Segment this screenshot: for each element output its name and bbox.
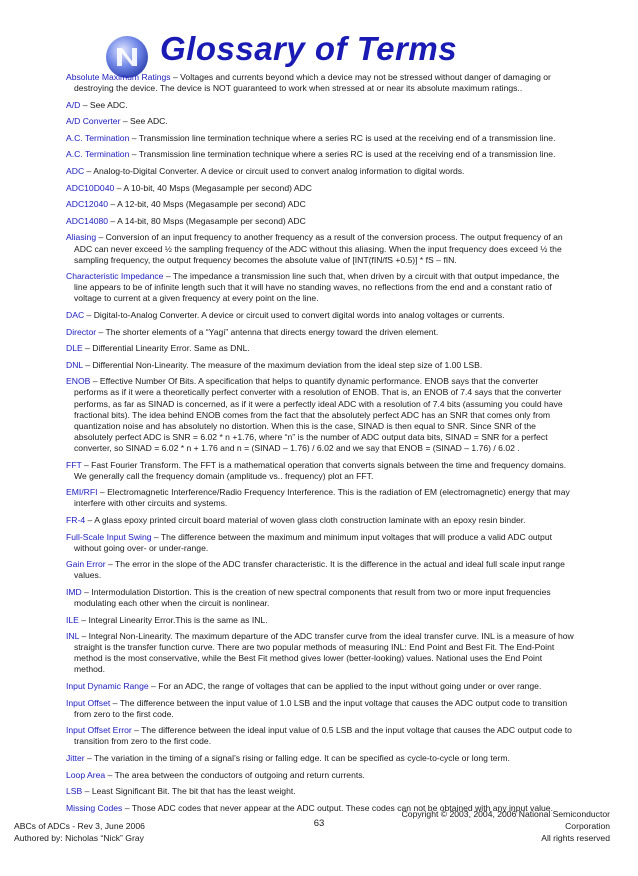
glossary-definition: Voltages and currents beyond which a device may not be stressed without danger of damaging or destroying the device. The device is NOT guaranteed to work when stressed at or near its absolute maximum ratings..: [74, 72, 551, 94]
copyright-line-2: Corporation: [565, 821, 610, 831]
glossary-entry: [66, 327, 574, 338]
term-separator: –: [163, 271, 173, 282]
copyright-line-3: All rights reserved: [541, 833, 610, 843]
glossary-definition: Electromagnetic Interference/Radio Frequency Interference. This is the radiation of EM (electromagnetic) energy that may interfere with other circuits and systems.: [74, 487, 570, 509]
glossary-definition: Transmission line termination technique where a series RC is used at the receiving end of a transmission line.: [138, 149, 556, 160]
term-separator: –: [96, 232, 106, 243]
glossary-definition: The difference between the input value of 1.0 LSB and the input voltage that causes the ADC output code to transition from zero to the first code.: [74, 697, 568, 719]
glossary-definition: Digital-to-Analog Converter. A device or circuit used to convert digital words into analog voltages or currents.: [93, 310, 505, 320]
glossary-term[interactable]: ADC: [66, 166, 85, 177]
glossary-definition: Integral Linearity Error.This is the same as INL.: [88, 614, 268, 625]
glossary-term[interactable]: Gain Error: [66, 559, 106, 570]
glossary-entry: [66, 343, 574, 354]
glossary-entry: [66, 681, 574, 692]
glossary-term[interactable]: Loop Area: [66, 769, 106, 780]
term-separator: –: [84, 310, 94, 320]
glossary-definition: The difference between the ideal input value of 0.5 LSB and the input voltage that causes the ADC output code to transition from zero to the first code.: [74, 725, 572, 747]
page-number: 63: [313, 818, 325, 829]
glossary-entry: [66, 216, 574, 227]
term-separator: –: [85, 514, 95, 525]
term-separator: –: [148, 681, 159, 692]
term-separator: –: [129, 149, 139, 160]
glossary-entry: [66, 232, 574, 265]
glossary-entry: [66, 770, 574, 781]
term-separator: –: [120, 116, 131, 127]
term-separator: –: [97, 487, 108, 498]
glossary-entry: [66, 133, 574, 144]
glossary-definition: See ADC.: [130, 116, 168, 127]
glossary-term[interactable]: Input Dynamic Range: [66, 681, 149, 692]
glossary-term[interactable]: INL: [66, 631, 80, 642]
glossary-term[interactable]: LSB: [66, 786, 83, 797]
glossary-term[interactable]: ADC14080: [66, 215, 109, 226]
glossary-entry: [66, 487, 574, 509]
glossary-term[interactable]: A/D Converter: [66, 116, 121, 127]
glossary-entry: [66, 271, 574, 304]
glossary-definition: Those ADC codes that never appear at the ADC output. These codes can not be obtained with any input value.: [131, 802, 553, 813]
glossary-definition: Integral Non-Linearity. The maximum departure of the ADC transfer curve from the ideal transfer curve. INL is a measure of how straight is the transfer function curve. There are two popular methods of measuring INL: End Point and Best Fit. The End-Point method is the most conservative, while the Best Fit method gives lower (better-looking) values. National uses the End Point method.: [74, 631, 574, 675]
glossary-definition: The variation in the timing of a signal’s rising or falling edge. It can be specified as cycle-to-cycle or long term.: [94, 753, 510, 763]
term-separator: –: [131, 725, 142, 736]
term-separator: –: [129, 132, 139, 143]
term-separator: –: [108, 199, 118, 210]
glossary-term[interactable]: EMI/RFI: [66, 487, 98, 498]
term-separator: –: [78, 614, 89, 625]
glossary-definition: The shorter elements of a “Yagi” antenna that directs energy toward the driven element.: [105, 326, 439, 337]
term-separator: –: [81, 459, 92, 470]
term-separator: –: [79, 631, 89, 642]
glossary-entry: [66, 559, 574, 581]
glossary-term[interactable]: IMD: [66, 586, 82, 597]
term-separator: –: [108, 215, 118, 226]
glossary-term[interactable]: FFT: [66, 459, 82, 470]
footer-doc-title: ABCs of ADCs - Rev 3, June 2006: [14, 821, 145, 831]
glossary-entry: [66, 183, 574, 194]
glossary-definition: Differential Linearity Error. Same as DNL.: [92, 343, 250, 354]
glossary-term[interactable]: DLE: [66, 343, 83, 354]
glossary-term[interactable]: A.C. Termination: [66, 132, 130, 143]
footer-copyright: [370, 808, 610, 844]
term-separator: –: [90, 376, 100, 387]
term-separator: –: [96, 326, 106, 337]
term-separator: –: [122, 802, 132, 813]
page-header: [0, 26, 638, 74]
glossary-entry: [66, 532, 574, 554]
glossary-entry: [66, 460, 574, 482]
glossary-definition: Analog-to-Digital Converter. A device or circuit used to convert analog information to digital words.: [93, 166, 465, 177]
glossary-entry: [66, 698, 574, 720]
glossary-entry: [66, 72, 574, 94]
glossary-term[interactable]: Full-Scale Input Swing: [66, 531, 152, 542]
glossary-entry: [66, 631, 574, 675]
glossary-entry: [66, 116, 574, 127]
glossary-term[interactable]: ENOB: [66, 376, 91, 387]
term-separator: –: [170, 72, 181, 82]
glossary-definition: The difference between the maximum and minimum input voltages that will produce a valid ADC output without going over- or under-range.: [74, 531, 552, 553]
glossary-term[interactable]: Characteristic Impedance: [66, 271, 164, 282]
glossary-entry: [66, 725, 574, 747]
glossary-term[interactable]: ILE: [66, 614, 79, 625]
glossary-definition: For an ADC, the range of voltages that can be applied to the input without going under or over range.: [158, 681, 542, 692]
glossary-entry: [66, 310, 574, 321]
term-separator: –: [84, 166, 94, 177]
glossary-term[interactable]: Input Offset: [66, 697, 111, 708]
glossary-definition: A 10-bit, 40 Msps (Megasample per second) ADC: [123, 182, 313, 193]
glossary-definition: Least Significant Bit. The bit that has the least weight.: [91, 786, 296, 797]
glossary-entry: [66, 100, 574, 111]
glossary-term[interactable]: Absolute Maximum Ratings: [66, 72, 171, 82]
glossary-definition: Conversion of an input frequency to another frequency as a result of the conversion process. The output frequency of an ADC can never exceed ½ the sampling frequency of the ADC without this aliasing. When the input frequency does exceed ½ the sampling frequency, the output frequency becomes the absolute value of [INT(fIN/fS +0.5)] * fS – fIN.: [74, 232, 563, 265]
glossary-term[interactable]: A.C. Termination: [66, 149, 130, 160]
term-separator: –: [151, 531, 161, 542]
copyright-line-1: Copyright © 2003, 2004, 2006 National Semiconductor: [401, 809, 610, 819]
glossary-entry: [66, 786, 574, 797]
glossary-term[interactable]: Director: [66, 326, 97, 337]
glossary-term[interactable]: Missing Codes: [66, 802, 123, 813]
glossary-entry: [66, 166, 574, 177]
term-separator: –: [110, 697, 120, 708]
term-separator: –: [82, 786, 92, 797]
glossary-entry: [66, 376, 574, 454]
term-separator: –: [82, 343, 93, 354]
term-separator: –: [105, 769, 115, 780]
glossary-term[interactable]: A/D: [66, 99, 81, 110]
glossary-definition: The error in the slope of the ADC transfer characteristic. It is the difference in the actual and ideal full scale input range values.: [74, 559, 565, 581]
footer-author: Authored by: Nicholas “Nick” Gray: [14, 833, 144, 843]
glossary-entry: [66, 149, 574, 160]
glossary-entry: [66, 587, 574, 609]
glossary-term[interactable]: Jitter: [66, 753, 85, 763]
glossary-list: [66, 72, 574, 819]
glossary-definition: See ADC.: [89, 99, 128, 110]
glossary-definition: The area between the conductors of outgoing and return currents.: [114, 769, 365, 780]
glossary-term[interactable]: Input Offset Error: [66, 725, 132, 736]
glossary-entry: [66, 615, 574, 626]
term-separator: –: [105, 559, 116, 570]
glossary-term[interactable]: ADC12040: [66, 199, 109, 210]
glossary-term[interactable]: DAC: [66, 310, 85, 320]
term-separator: –: [80, 99, 90, 110]
term-separator: –: [82, 359, 93, 370]
glossary-definition: Effective Number Of Bits. A specification that helps to quantify dynamic performance. ENOB says that the converter performs as if it were a theoretically perfect converter with a resolution of ENOB. That is, an ENOB of 7.4 says that the converter performs, as far as SINAD is concerned, as if it were a perfectly ideal ADC with a resolution of 7.4 bits (assuming you could have fractional bits). The idea behind ENOB comes from the fact that the absolutely perfect ADC has an SNR that comes only from quantization noise and has absolutely no distortion. When this is the case, SINAD is then equal to SNR. Since SNR of the absolutely perfect ADC is SNR = 6.02 * n +1.76, where “n” is the number of ADC output data bits, SINAD = SNR for a perfect converter, so SINAD = 6.02 * n + 1.76 and n = (SINAD – 1.76) / 6.02 and we say that ENOB = (SINAD – 1.76) / 6.02 .: [74, 376, 563, 453]
glossary-definition: A glass epoxy printed circuit board material of woven glass cloth construction laminate with an epoxy resin binder.: [94, 514, 526, 525]
glossary-definition: A 12-bit, 40 Msps (Megasample per second) ADC: [117, 199, 306, 210]
glossary-entry: [66, 515, 574, 526]
glossary-term[interactable]: FR-4: [66, 514, 86, 525]
term-separator: –: [81, 586, 92, 597]
glossary-term[interactable]: DNL: [66, 359, 83, 370]
page-title: Glossary of Terms: [160, 30, 458, 67]
glossary-definition: Fast Fourier Transform. The FFT is a mathematical operation that converts signals between the time and frequency domains. We generally call the frequency domain (amplitude vs.. frequency) plot an FFT.: [74, 459, 567, 481]
glossary-entry: [66, 360, 574, 371]
glossary-term[interactable]: ADC10D040: [66, 182, 115, 193]
glossary-entry: [66, 199, 574, 210]
glossary-term[interactable]: Aliasing: [66, 232, 97, 243]
glossary-definition: A 14-bit, 80 Msps (Megasample per second) ADC: [117, 215, 306, 226]
term-separator: –: [114, 182, 124, 193]
glossary-definition: The impedance a transmission line such that, when driven by a circuit with that output impedance, the line appears to be of infinite length such that it will have no standing waves, no reflections from the end and a constant ratio of voltage to current at a given frequency at every point on the line.: [74, 271, 560, 304]
term-separator: –: [84, 753, 95, 763]
glossary-entry: [66, 753, 574, 764]
glossary-definition: Differential Non-Linearity. The measure of the maximum deviation from the ideal step size of 1.00 LSB.: [92, 359, 483, 370]
glossary-definition: Transmission line termination technique where a series RC is used at the receiving end of a transmission line.: [138, 132, 556, 143]
glossary-definition: Intermodulation Distortion. This is the creation of new spectral components that result from two or more input frequencies modulating each other when the circuit is nonlinear.: [74, 586, 551, 608]
